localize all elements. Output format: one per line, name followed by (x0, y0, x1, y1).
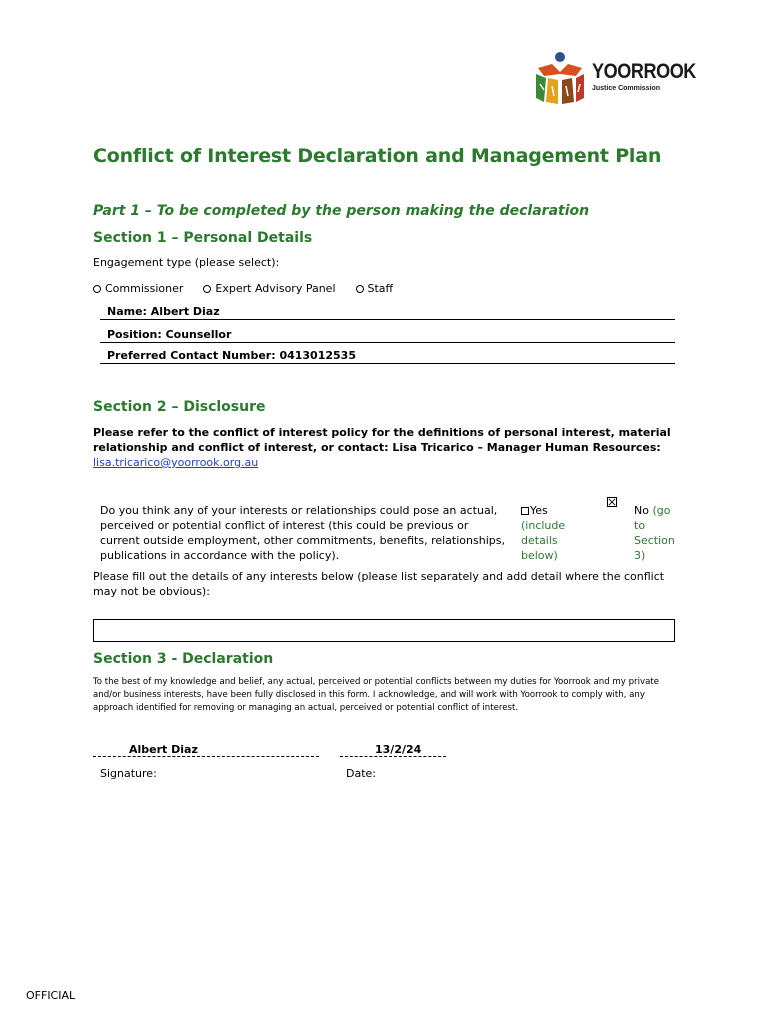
document-title: Conflict of Interest Declaration and Management Plan (93, 145, 662, 167)
declaration-text: To the best of my knowledge and belief, any actual, perceived or potential conflicts between my duties for Yoorrook and my private and/or business interests, have been fully disclosed in this form. I acknowledge, and will work with Yoorrook to comply with, any approach identified for removing or managing an actual, perceived or potential conflict of interest. (93, 677, 659, 713)
date-label: Date: (346, 767, 376, 780)
part-title: Part 1 – To be completed by the person making the declaration (93, 203, 590, 219)
signature-label: Signature: (100, 767, 157, 780)
conflict-question: Do you think any of your interests or relationships could pose an actual, perceived or potential conflict of interest (this could be previous or current outside employment, other commitments, benefits, relationships, publications in accordance with the policy). (100, 504, 505, 562)
section1-heading: Section 1 – Personal Details (93, 230, 313, 246)
date-field[interactable]: 13/2/24 (340, 743, 446, 757)
option-label: Commissioner (105, 282, 184, 295)
engagement-type-label: Engagement type (please select): (93, 256, 280, 269)
no-checkbox-checked-icon[interactable] (607, 497, 617, 507)
radio-icon[interactable] (93, 285, 101, 293)
details-prompt: Please fill out the details of any interests below (please list separately and add detail where the conflict may not be obvious): (93, 570, 665, 598)
no-option[interactable] (634, 503, 679, 563)
option-staff[interactable] (356, 282, 394, 295)
engagement-type-options (93, 282, 413, 295)
name-field[interactable]: Name: Albert Diaz (100, 305, 675, 320)
section2-heading: Section 2 – Disclosure (93, 399, 266, 415)
interest-details-input[interactable] (93, 619, 675, 642)
signature-field[interactable]: Albert Diaz (93, 743, 319, 757)
option-label: Staff (367, 282, 394, 295)
radio-icon[interactable] (356, 285, 364, 293)
classification-label: OFFICIAL (26, 989, 76, 1002)
policy-reference-paragraph (93, 425, 678, 470)
section3-heading: Section 3 - Declaration (93, 651, 274, 667)
yes-note: (include details below) (521, 519, 566, 562)
yoorrook-emblem-icon (532, 50, 588, 106)
option-label: Expert Advisory Panel (215, 282, 336, 295)
hr-email-link[interactable]: lisa.tricarico@yoorrook.org.au (93, 456, 259, 469)
yes-label: Yes (530, 504, 548, 517)
radio-icon[interactable] (203, 285, 211, 293)
no-label: No (634, 504, 649, 517)
yoorrook-logo (532, 50, 696, 106)
logo-subtitle: Justice Commission (592, 85, 661, 92)
contact-number-field[interactable]: Preferred Contact Number: 0413012535 (100, 349, 675, 364)
option-expert-advisory-panel[interactable] (203, 282, 335, 295)
yes-option[interactable] (521, 503, 581, 563)
yes-checkbox[interactable] (521, 507, 529, 515)
logo-wordmark: YOORROOK (592, 60, 696, 83)
no-note: (go to Section 3) (634, 504, 675, 562)
position-field[interactable]: Position: Counsellor (100, 328, 675, 343)
policy-reference-text: Please refer to the conflict of interest policy for the definitions of personal interest, material relationship and conflict of interest, or contact: Lisa Tricarico – Manager Human Resources: (93, 426, 671, 454)
option-commissioner[interactable] (93, 282, 183, 295)
